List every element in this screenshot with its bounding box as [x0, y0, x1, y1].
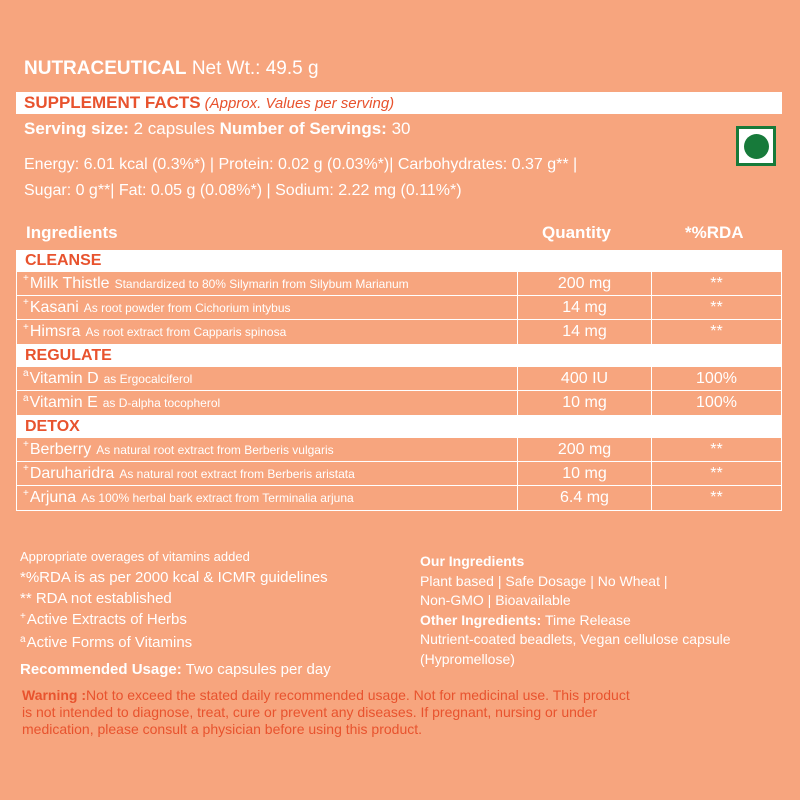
- table-row: [17, 296, 781, 320]
- table-row: [17, 391, 781, 415]
- section-body: [16, 367, 782, 416]
- ingredient-symbol: +: [23, 273, 29, 284]
- ingredient-name: Vitamin E: [29, 394, 98, 411]
- supplement-facts-title: SUPPLEMENT FACTS: [24, 93, 201, 112]
- ingredient-cell: [17, 486, 517, 510]
- footnotes: [20, 546, 331, 680]
- table-row: [17, 272, 781, 296]
- other-ingredients-line-3: (Hypromellose): [420, 650, 515, 667]
- ingredient-symbol: a: [23, 368, 29, 379]
- table-row: [17, 486, 781, 510]
- rda-cell: **: [651, 320, 781, 344]
- quantity-cell: 14 mg: [517, 296, 651, 319]
- section-header: DETOX: [16, 416, 782, 438]
- supplement-facts-note: (Approx. Values per serving): [204, 94, 395, 112]
- ingredient-name: Vitamin D: [29, 369, 99, 387]
- table-sections: [16, 250, 782, 511]
- footnote-active-forms: $^a$Active Forms of Vitamins: [20, 634, 193, 651]
- quantity-cell: 10 mg: [517, 462, 651, 485]
- our-ingredients-line-1: Plant based | Safe Dosage | No Wheat |: [420, 572, 668, 589]
- footnote-active-extracts-symbol: +: [20, 611, 26, 622]
- ingredient-name: Milk Thistle: [29, 274, 110, 292]
- header-ingredients: Ingredients: [26, 223, 118, 242]
- ingredient-name: Berberry: [29, 440, 92, 458]
- section-header: REGULATE: [16, 345, 782, 367]
- other-ingredients-label: Other Ingredients:: [420, 611, 542, 628]
- quantity-cell: 14 mg: [517, 320, 651, 344]
- footnote-rda-not-established: ** RDA not established: [20, 590, 172, 607]
- other-ingredients: [420, 611, 731, 631]
- ingredient-symbol: +: [23, 463, 29, 474]
- recommended-usage-label: Recommended Usage:: [20, 661, 182, 678]
- quantity-cell: 200 mg: [517, 438, 651, 461]
- ingredient-description: as D-alpha tocopherol: [102, 396, 221, 410]
- net-weight: Net Wt.: 49.5 g: [191, 58, 319, 79]
- table-row: [17, 438, 781, 462]
- product-type: NUTRACEUTICAL: [24, 58, 187, 79]
- footnote-overages: Appropriate overages of vitamins added: [20, 549, 250, 564]
- ingredient-description: as Ergocalciferol: [103, 371, 193, 386]
- section-body: [16, 438, 782, 511]
- quantity-cell: 400 IU: [517, 367, 651, 390]
- header-quantity: Quantity: [542, 223, 611, 242]
- product-title-line: [24, 58, 319, 80]
- ingredient-name: Himsra: [29, 323, 81, 340]
- table-header: [16, 220, 782, 250]
- vegetarian-mark-icon: [736, 126, 776, 166]
- warning-line-3: medication, please consult a physician before using this product.: [22, 721, 423, 737]
- warning-line-1: Not to exceed the stated daily recommended usage. Not for medicinal use. This product: [86, 687, 630, 703]
- ingredient-name: Daruharidra: [29, 464, 115, 482]
- ingredient-description: As 100% herbal bark extract from Terminalia arjuna: [81, 491, 354, 505]
- ingredient-cell: [17, 367, 517, 390]
- ingredient-cell: [17, 320, 517, 344]
- ingredient-symbol: +: [23, 321, 29, 333]
- ingredient-cell: [17, 462, 517, 485]
- section-body: [16, 272, 782, 345]
- ingredients-table: [16, 220, 782, 511]
- quantity-cell: 6.4 mg: [517, 486, 651, 510]
- ingredient-symbol: a: [23, 392, 29, 404]
- nutrition-line-2: Sugar: 0 g**| Fat: 0.05 g (0.08%*) | Sodium: 2.22 mg (0.11%*): [24, 182, 462, 199]
- table-row: [17, 462, 781, 486]
- ingredient-name: Kasani: [29, 298, 79, 316]
- recommended-usage: [20, 659, 331, 680]
- quantity-cell: 10 mg: [517, 391, 651, 415]
- rda-cell: 100%: [651, 367, 781, 390]
- our-ingredients-block: [420, 552, 731, 669]
- serving-size-value: 2 capsules: [133, 119, 215, 138]
- supplement-facts-bar: [16, 92, 782, 114]
- rda-cell: **: [651, 486, 781, 510]
- vegetarian-dot: [744, 134, 769, 159]
- servings-value: 30: [391, 119, 411, 138]
- ingredient-cell: [17, 296, 517, 319]
- our-ingredients-line-2: Non-GMO | Bioavailable: [420, 592, 571, 608]
- recommended-usage-value: Two capsules per day: [185, 661, 331, 678]
- warning-line-2: is not intended to diagnose, treat, cure or prevent any diseases. If pregnant, nursing or under: [22, 704, 598, 720]
- ingredient-symbol: +: [23, 297, 29, 308]
- ingredient-description: As natural root extract from Berberis aristata: [119, 466, 355, 481]
- ingredient-description: Standardized to 80% Silymarin from Silybum Marianum: [114, 276, 409, 291]
- other-ingredients-line-2: Nutrient-coated beadlets, Vegan cellulose capsule: [420, 631, 731, 647]
- ingredient-description: As root powder from Cichorium intybus: [83, 300, 291, 315]
- ingredient-name: Arjuna: [29, 489, 77, 506]
- ingredient-symbol: +: [23, 439, 29, 450]
- rda-cell: 100%: [651, 391, 781, 415]
- footnote-rda-basis: *%RDA is as per 2000 kcal & ICMR guidelines: [20, 569, 328, 586]
- warning-label: Warning :: [22, 687, 87, 703]
- rda-cell: **: [651, 272, 781, 295]
- ingredient-description: As natural root extract from Berberis vulgaris: [96, 442, 334, 457]
- rda-cell: **: [651, 296, 781, 319]
- serving-line: [24, 119, 410, 139]
- ingredient-cell: [17, 272, 517, 295]
- rda-cell: **: [651, 438, 781, 461]
- servings-label: Number of Servings:: [219, 119, 387, 138]
- ingredient-symbol: +: [23, 487, 29, 499]
- rda-cell: **: [651, 462, 781, 485]
- serving-size-label: Serving size:: [24, 119, 129, 138]
- header-rda: *%RDA: [685, 223, 744, 242]
- warning-text: [22, 687, 722, 738]
- table-row: [17, 320, 781, 344]
- our-ingredients-title: Our Ingredients: [420, 553, 525, 569]
- ingredient-description: As root extract from Capparis spinosa: [85, 325, 287, 339]
- ingredient-cell: [17, 391, 517, 415]
- other-ingredients-value: Time Release: [545, 611, 631, 628]
- quantity-cell: 200 mg: [517, 272, 651, 295]
- nutrition-line-1: Energy: 6.01 kcal (0.3%*) | Protein: 0.02 g (0.03%*)| Carbohydrates: 0.37 g** |: [24, 156, 578, 173]
- ingredient-cell: [17, 438, 517, 461]
- table-row: [17, 367, 781, 391]
- footnote-active-forms-symbol: a: [20, 634, 26, 645]
- footnote-active-extracts: +Active Extracts of Herbs: [20, 611, 187, 628]
- section-header: CLEANSE: [16, 250, 782, 272]
